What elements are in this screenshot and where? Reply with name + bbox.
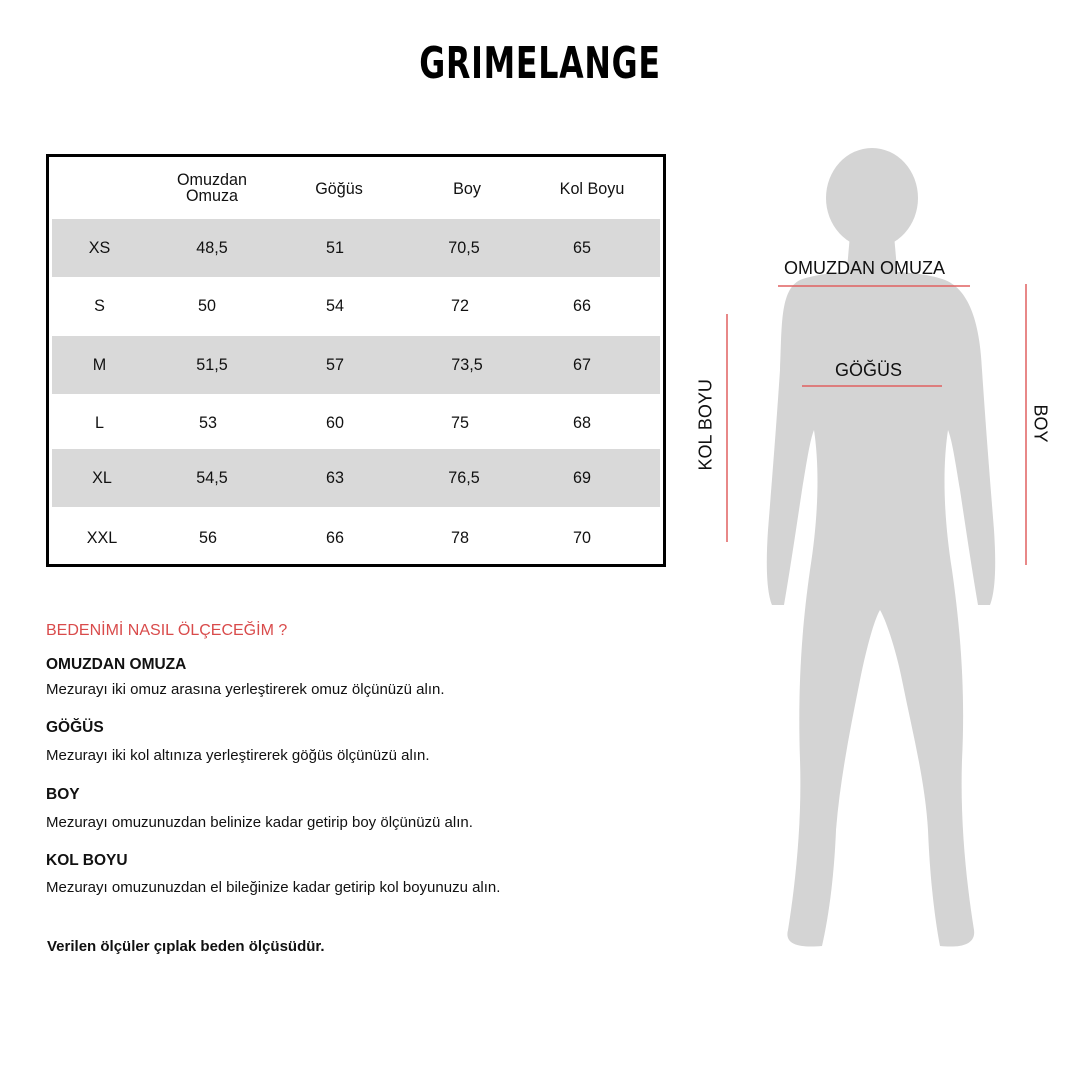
cell-chest: 60	[326, 413, 344, 432]
cell-length: 78	[451, 528, 469, 547]
table-row	[52, 219, 660, 277]
table-row	[52, 394, 660, 452]
cell-sleeve: 69	[573, 468, 591, 487]
table-row	[52, 277, 660, 335]
figure-label-sleeve: KOL BOYU	[695, 379, 716, 471]
cell-shoulder: 50	[198, 296, 216, 315]
cell-sleeve: 70	[573, 528, 591, 547]
cell-chest: 54	[326, 296, 344, 315]
cell-size: XXL	[86, 528, 118, 547]
header-shoulder	[160, 157, 265, 219]
header-sleeve: Kol Boyu	[559, 178, 625, 198]
cell-size: L	[95, 413, 104, 432]
cell-length: 76,5	[448, 468, 480, 487]
cell-shoulder: 53	[199, 413, 217, 432]
table-row	[52, 336, 660, 394]
figure-label-length: BOY	[1030, 404, 1051, 443]
brand-logo: GRIMELANGE	[419, 38, 661, 89]
cell-chest: 66	[326, 528, 344, 547]
guide-footnote: Verilen ölçüler çıplak beden ölçüsüdür.	[47, 938, 325, 955]
cell-shoulder: 54,5	[196, 468, 228, 487]
cell-size: S	[94, 296, 105, 315]
cell-length: 75	[451, 413, 469, 432]
cell-sleeve: 66	[573, 296, 591, 315]
guide-section-text-shoulder: Mezurayı iki omuz arasına yerleştirerek omuz ölçünüzü alın.	[46, 681, 445, 698]
header-chest: Göğüs	[315, 178, 363, 198]
cell-chest: 51	[326, 238, 344, 257]
table-header-row	[49, 157, 663, 219]
cell-sleeve: 65	[573, 238, 591, 257]
size-chart-table	[46, 154, 666, 567]
cell-size: M	[92, 355, 107, 374]
header-size	[54, 157, 144, 219]
cell-sleeve: 68	[573, 413, 591, 432]
header-length: Boy	[453, 178, 481, 198]
cell-length: 73,5	[451, 355, 483, 374]
cell-chest: 63	[326, 468, 344, 487]
guide-section-title-length: BOY	[46, 786, 80, 803]
figure-label-shoulder: OMUZDAN OMUZA	[784, 258, 945, 278]
guide-section-title-chest: GÖĞÜS	[46, 719, 104, 736]
cell-sleeve: 67	[573, 355, 591, 374]
guide-section-title-shoulder: OMUZDAN OMUZA	[46, 656, 187, 673]
cell-length: 72	[451, 296, 469, 315]
cell-shoulder: 56	[199, 528, 217, 547]
cell-length: 70,5	[448, 238, 480, 257]
guide-title: BEDENİMİ NASIL ÖLÇECEĞİM ?	[46, 622, 288, 639]
body-measurement-figure	[690, 140, 1080, 960]
table-row	[52, 449, 660, 507]
cell-chest: 57	[326, 355, 344, 374]
guide-section-text-chest: Mezurayı iki kol altınıza yerleştirerek göğüs ölçünüzü alın.	[46, 747, 430, 764]
cell-shoulder: 51,5	[196, 355, 228, 374]
guide-section-text-length: Mezurayı omuzunuzdan belinize kadar getirip boy ölçünüzü alın.	[46, 814, 473, 831]
cell-shoulder: 48,5	[196, 238, 228, 257]
header-shoulder-line2: Omuza	[185, 186, 239, 205]
header-shoulder-line1: Omuzdan	[176, 170, 248, 189]
cell-size: XL	[92, 468, 112, 487]
cell-size: XS	[88, 238, 111, 257]
table-row	[52, 509, 660, 567]
figure-label-chest: GÖĞÜS	[835, 360, 903, 380]
guide-section-title-sleeve: KOL BOYU	[46, 852, 128, 869]
guide-section-text-sleeve: Mezurayı omuzunuzdan el bileğinize kadar getirip kol boyunuzu alın.	[46, 879, 501, 896]
